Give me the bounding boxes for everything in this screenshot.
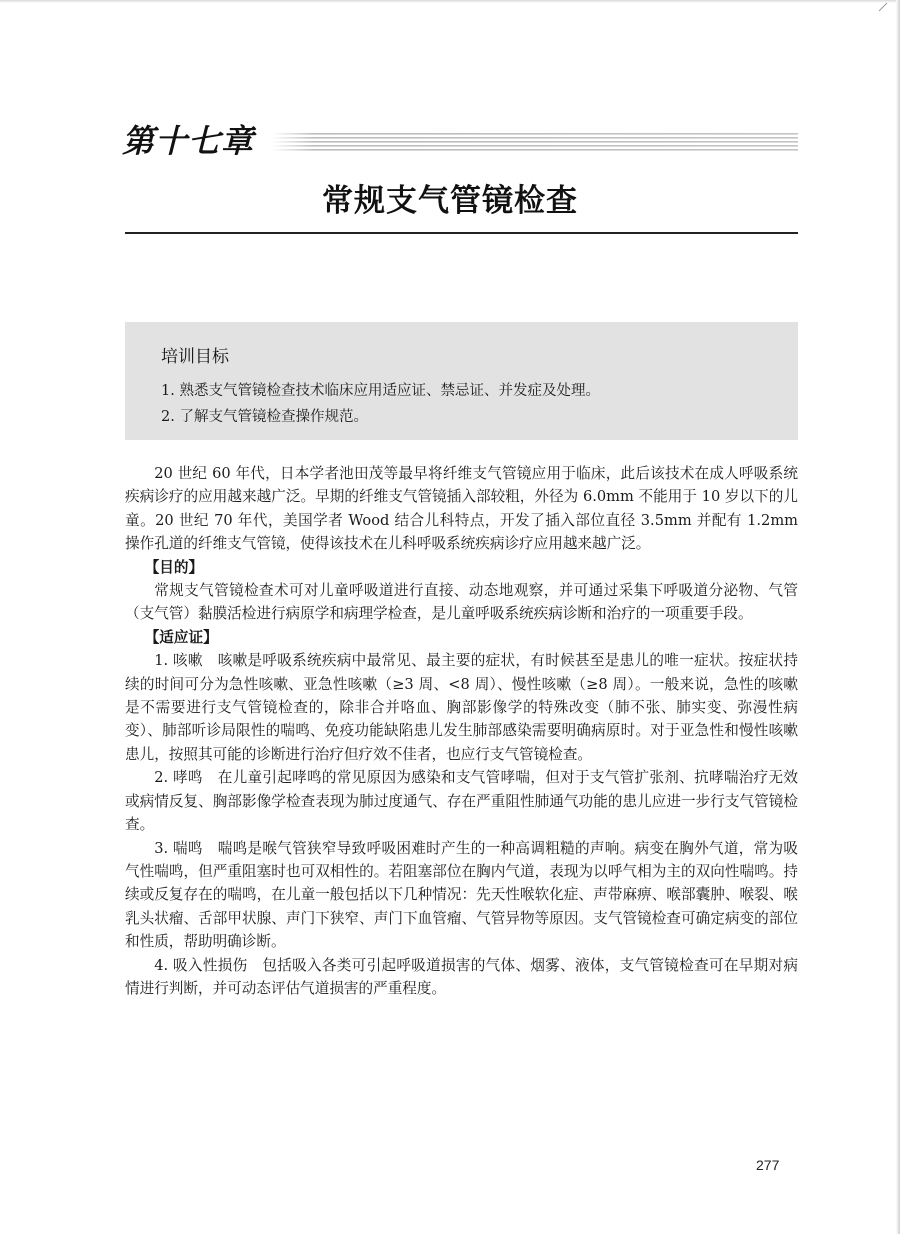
chapter-number: 第十七章 bbox=[122, 122, 255, 160]
indication-paragraph-wheeze: 2. 哮鸣 在儿童引起哮鸣的常见原因为感染和支气管哮喘，但对于支气管扩张剂、抗哮喘治疗无效或病情反复、胸部影像学检查表现为肺过度通气、存在严重阻性肺通气功能的患儿应进一步行支气管镜检查。 bbox=[125, 769, 798, 834]
purpose-paragraph: 常规支气管镜检查术可对儿童呼吸道进行直接、动态地观察，并可通过采集下呼吸道分泌物、气管（支气管）黏膜活检进行病原学和病理学检查，是儿童呼吸系统疾病诊断和治疗的一项重要手段。 bbox=[125, 582, 798, 623]
chapter-title: 常规支气管镜检查 bbox=[322, 183, 578, 219]
corner-crop-mark-icon bbox=[878, 2, 888, 12]
page-number: 277 bbox=[756, 1157, 780, 1173]
purpose-heading: 【目的】 bbox=[144, 558, 204, 576]
page-top-edge bbox=[0, 0, 900, 3]
chapter-decorative-stripes bbox=[272, 132, 798, 154]
indication-paragraph-stridor: 3. 喘鸣 喘鸣是喉气管狭窄导致呼吸困难时产生的一种高调粗糙的声响。病变在胸外气道，常为吸气性喘鸣，但严重阻塞时也可双相性的。若阻塞部位在胸内气道，表现为以呼气相为主的双向性喘鸣。持续或反复存在的喘鸣，在儿童一般包括以下几种情况：先天性喉软化症、声带麻痹、喉部囊肿、喉裂、喉乳头状瘤、舌部甲状腺、声门下狭窄、声门下血管瘤、气管异物等原因。支气管镜检查可确定病变的部位和性质，帮助明确诊断。 bbox=[125, 839, 798, 951]
intro-paragraph: 20 世纪 60 年代，日本学者池田茂等最早将纤维支气管镜应用于临床，此后该技术在成人呼吸系统疾病诊疗的应用越来越广泛。早期的纤维支气管镜插入部较粗，外径为 6.0mm 不能用于 10 岁以下的儿童。20 世纪 70 年代，美国学者 Wood 结合儿科特点，开发了插入部位直径 3.5mm 并配有 1.2mm 操作孔道的纤维支气管镜，使得该技术在儿科呼吸系统疾病诊疗应用越来越广泛。 bbox=[125, 465, 798, 553]
indication-paragraph-inhalation-injury: 4. 吸入性损伤 包括吸入各类可引起呼吸道损害的气体、烟雾、液体，支气管镜检查可在早期对病情进行判断，并可动态评估气道损害的严重程度。 bbox=[125, 956, 798, 997]
training-goals-box bbox=[125, 322, 798, 440]
indication-paragraph-cough: 1. 咳嗽 咳嗽是呼吸系统疾病中最常见、最主要的症状，有时候甚至是患儿的唯一症状。按症状持续的时间可分为急性咳嗽、亚急性咳嗽（≥3 周、<8 周）、慢性咳嗽（≥8 周）。一般来说，急性的咳嗽是不需要进行支气管镜检查的，除非合并咯血、胸部影像学的特殊改变（肺不张、肺实变、弥漫性病变）、肺部听诊局限性的喘鸣、免疫功能缺陷患儿发生肺部感染需要明确病原时。对于亚急性和慢性咳嗽患儿，按照其可能的诊断进行治疗但疗效不佳者，也应行支气管镜检查。 bbox=[125, 652, 798, 763]
training-goal-item: 1. 熟悉支气管镜检查技术临床应用适应证、禁忌证、并发症及处理。 bbox=[161, 383, 600, 399]
training-goals-heading: 培训目标 bbox=[161, 347, 229, 367]
indication-heading: 【适应证】 bbox=[144, 628, 218, 646]
body-text bbox=[125, 462, 798, 1000]
title-underline-rule bbox=[125, 232, 798, 234]
training-goal-item: 2. 了解支气管镜检查操作规范。 bbox=[161, 409, 368, 425]
